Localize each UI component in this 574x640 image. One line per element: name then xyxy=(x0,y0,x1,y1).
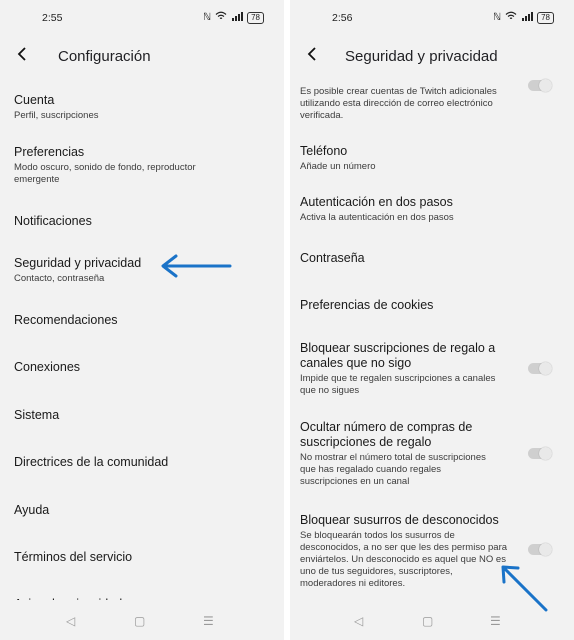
menu-item-terminos[interactable]: Términos del servicio xyxy=(14,550,133,564)
setting-ocultar-compras: Ocultar número de compras de suscripciones de regalo No mostrar el número total de suscripciones que has regalado cuando regales suscripciones en un canal xyxy=(300,420,486,487)
system-navbar xyxy=(0,608,284,634)
battery-icon: 78 xyxy=(537,12,554,24)
nav-back-icon[interactable]: ◁ xyxy=(354,614,364,628)
back-arrow-icon[interactable] xyxy=(306,46,318,67)
signal-icon xyxy=(521,11,533,25)
left-screen xyxy=(0,0,284,640)
menu-item-seguridad[interactable]: Seguridad y privacidad Contacto, contraseña xyxy=(14,256,142,284)
menu-item-recomendaciones[interactable]: Recomendaciones xyxy=(14,313,118,327)
status-bar xyxy=(0,0,284,34)
setting-additional-accounts: Es posible crear cuentas de Twitch adicionales utilizando esta dirección de correo electrónico verificada. xyxy=(300,86,497,121)
app-header xyxy=(0,40,284,74)
status-icons xyxy=(203,11,264,25)
menu-item-cuenta[interactable]: Cuenta Perfil, suscripciones xyxy=(14,93,99,121)
back-arrow-icon[interactable] xyxy=(16,46,28,67)
wifi-icon xyxy=(215,11,227,25)
page-title: Configuración xyxy=(58,48,151,65)
app-header xyxy=(290,40,574,74)
setting-bloquear-susurros: Bloquear susurros de desconocidos Se bloquearán todos los susurros de desconocidos, a no ser que les des permiso para enviártelos. Un desconocido es aquel que NO es uno de tus seguidores, suscriptores, moderadores ni editores. xyxy=(300,513,508,589)
status-icons xyxy=(493,11,554,25)
menu-item-preferencias[interactable]: Preferencias Modo oscuro, sonido de fondo, reproductor emergente xyxy=(14,145,196,185)
setting-cookies[interactable]: Preferencias de cookies xyxy=(300,298,434,312)
nfc-icon: ℕ xyxy=(203,12,212,23)
menu-item-sistema[interactable]: Sistema xyxy=(14,408,60,422)
nfc-icon: ℕ xyxy=(493,12,502,23)
wifi-icon xyxy=(505,11,517,25)
status-bar xyxy=(290,0,574,34)
menu-item-ayuda[interactable]: Ayuda xyxy=(14,503,50,517)
setting-autenticacion[interactable]: Autenticación en dos pasos Activa la autenticación en dos pasos xyxy=(300,195,454,223)
system-navbar xyxy=(290,608,574,634)
menu-item-notificaciones[interactable]: Notificaciones xyxy=(14,214,92,228)
signal-icon xyxy=(231,11,243,25)
setting-telefono[interactable]: Teléfono Añade un número xyxy=(300,144,376,172)
toggle-ocultar-compras[interactable] xyxy=(528,448,550,459)
nav-recents-icon[interactable]: ☰ xyxy=(490,614,501,628)
toggle-bloquear-suscripciones[interactable] xyxy=(528,363,550,374)
toggle-bloquear-susurros[interactable] xyxy=(528,544,550,555)
menu-item-conexiones[interactable]: Conexiones xyxy=(14,360,81,374)
nav-back-icon[interactable]: ◁ xyxy=(66,614,76,628)
right-screen xyxy=(290,0,574,640)
toggle-additional-accounts[interactable] xyxy=(528,80,550,91)
nav-recents-icon[interactable]: ☰ xyxy=(203,614,214,628)
nav-home-icon[interactable]: ▢ xyxy=(134,614,146,628)
page-title: Seguridad y privacidad xyxy=(345,48,498,65)
status-time: 2:56 xyxy=(332,12,353,24)
status-time: 2:55 xyxy=(42,12,63,24)
setting-contrasena[interactable]: Contraseña xyxy=(300,251,365,265)
menu-item-directrices[interactable]: Directrices de la comunidad xyxy=(14,455,169,469)
nav-home-icon[interactable]: ▢ xyxy=(422,614,434,628)
battery-icon: 78 xyxy=(247,12,264,24)
setting-bloquear-suscripciones: Bloquear suscripciones de regalo a canales que no sigo Impide que te regalen suscripciones a canales que no sigues xyxy=(300,341,496,396)
